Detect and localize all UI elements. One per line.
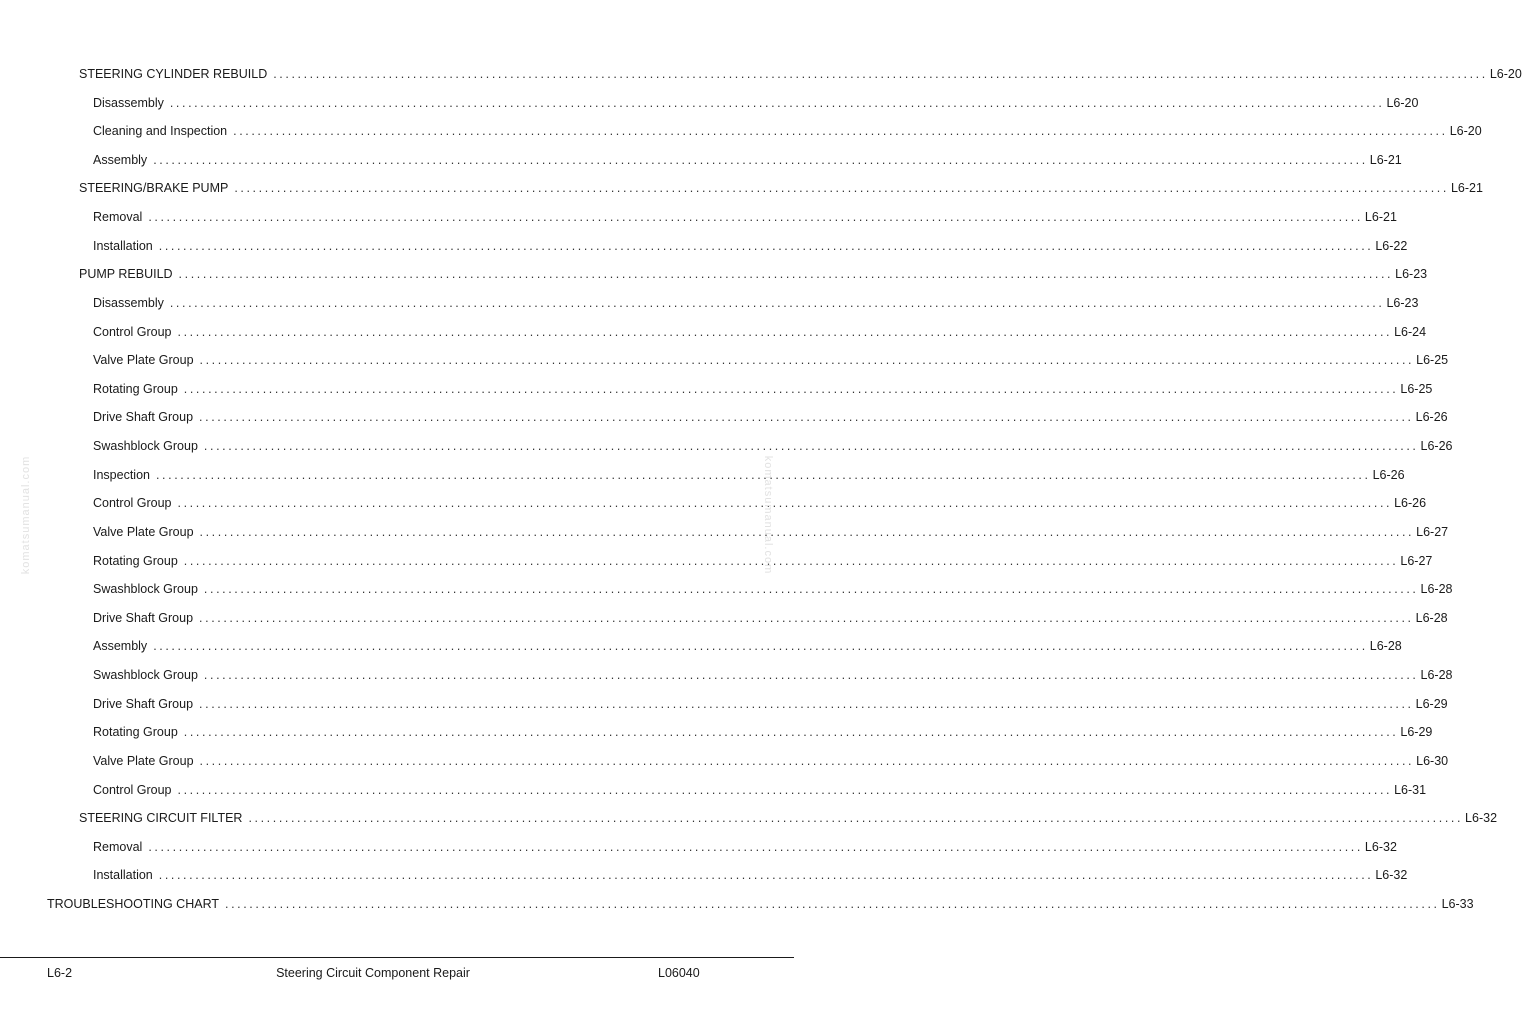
toc-entry-title: Rotating Group bbox=[93, 381, 178, 396]
toc-dot-leader: ........................................................................................................................................................................................................ bbox=[177, 324, 1393, 339]
toc-entry-title: Disassembly bbox=[93, 95, 164, 110]
toc-entry-page: L6-28 bbox=[1369, 639, 1402, 654]
toc-dot-leader: ........................................................................................................................................................................................................ bbox=[169, 95, 1385, 110]
toc-dot-leader: ........................................................................................................................................................................................................ bbox=[225, 896, 1440, 911]
toc-dot-leader: ........................................................................................................................................................................................................ bbox=[183, 725, 1399, 740]
toc-entry-title: Swashblock Group bbox=[93, 439, 198, 454]
toc-dot-leader: ........................................................................................................................................................................................................ bbox=[148, 839, 1363, 854]
toc-entry-page: L6-32 bbox=[1375, 868, 1408, 883]
toc-entry-page: L6-31 bbox=[1394, 782, 1427, 797]
toc-entry-title: Removal bbox=[93, 210, 143, 225]
toc-entry bbox=[93, 350, 1449, 370]
toc-entry-page: L6-25 bbox=[1416, 353, 1449, 368]
toc-entry bbox=[93, 121, 1482, 141]
toc-entry-title: Valve Plate Group bbox=[93, 524, 194, 539]
toc-entry-title: Drive Shaft Group bbox=[93, 610, 194, 625]
toc-entry bbox=[93, 551, 1433, 571]
toc-entry-title: Assembly bbox=[93, 152, 148, 167]
toc-dot-leader: ........................................................................................................................................................................................................ bbox=[234, 181, 1449, 196]
toc-entry bbox=[93, 465, 1405, 485]
toc-dot-leader: ........................................................................................................................................................................................................ bbox=[199, 353, 1415, 368]
toc-entry-page: L6-21 bbox=[1364, 210, 1397, 225]
toc-dot-leader: ........................................................................................................................................................................................................ bbox=[203, 439, 1419, 454]
toc-entry-title: TROUBLESHOOTING CHART bbox=[47, 896, 220, 911]
toc-entry bbox=[93, 322, 1427, 342]
toc-entry-page: L6-28 bbox=[1415, 610, 1448, 625]
toc-entry-title: Control Group bbox=[93, 782, 172, 797]
toc-entry-title: STEERING/BRAKE PUMP bbox=[79, 181, 229, 196]
toc-entry-page: L6-27 bbox=[1416, 524, 1449, 539]
toc-entry-title: Drive Shaft Group bbox=[93, 410, 194, 425]
watermark-left: komatsumanual.com bbox=[20, 455, 32, 575]
toc-entry-title: Disassembly bbox=[93, 295, 164, 310]
toc-entry bbox=[93, 93, 1419, 113]
toc-entry bbox=[93, 665, 1453, 685]
toc-entry-page: L6-20 bbox=[1449, 124, 1482, 139]
toc-dot-leader: ........................................................................................................................................................................................................ bbox=[248, 811, 1464, 826]
toc-entry-title: Swashblock Group bbox=[93, 668, 198, 683]
toc-entry bbox=[93, 236, 1408, 256]
toc-entry bbox=[93, 837, 1397, 857]
footer-page-number: L6-2 bbox=[47, 966, 73, 980]
toc-entry-page: L6-27 bbox=[1400, 553, 1433, 568]
toc-entry-page: L6-33 bbox=[1441, 896, 1474, 911]
toc-entry bbox=[93, 407, 1448, 427]
toc-entry bbox=[93, 636, 1402, 656]
toc-entry-page: L6-25 bbox=[1400, 381, 1433, 396]
toc-dot-leader: ........................................................................................................................................................................................................ bbox=[153, 639, 1368, 654]
toc-entry-page: L6-32 bbox=[1465, 811, 1498, 826]
toc-entry bbox=[93, 608, 1448, 628]
toc-entry-title: Assembly bbox=[93, 639, 148, 654]
toc-dot-leader: ........................................................................................................................................................................................................ bbox=[203, 582, 1419, 597]
toc-dot-leader: ........................................................................................................................................................................................................ bbox=[199, 610, 1414, 625]
toc-entry-page: L6-26 bbox=[1415, 410, 1448, 425]
toc-entry-page: L6-21 bbox=[1450, 181, 1483, 196]
toc-entry-title: STEERING CIRCUIT FILTER bbox=[79, 811, 243, 826]
toc-dot-leader: ........................................................................................................................................................................................................ bbox=[177, 782, 1393, 797]
toc-entry-page: L6-29 bbox=[1415, 696, 1448, 711]
toc-dot-leader: ........................................................................................................................................................................................................ bbox=[153, 152, 1368, 167]
toc-entry bbox=[79, 64, 1522, 84]
toc-dot-leader: ........................................................................................................................................................................................................ bbox=[233, 124, 1448, 139]
toc-entry-title: Installation bbox=[93, 868, 153, 883]
toc-entry-title: Removal bbox=[93, 839, 143, 854]
toc-entry-page: L6-20 bbox=[1386, 95, 1419, 110]
toc-dot-leader: ........................................................................................................................................................................................................ bbox=[177, 496, 1393, 511]
toc-entry-title: Valve Plate Group bbox=[93, 753, 194, 768]
toc-entry bbox=[93, 780, 1427, 800]
toc-entry-title: PUMP REBUILD bbox=[79, 267, 173, 282]
toc-entry bbox=[79, 264, 1428, 284]
toc-dot-leader: ........................................................................................................................................................................................................ bbox=[155, 467, 1371, 482]
toc-dot-leader: ........................................................................................................................................................................................................ bbox=[203, 668, 1419, 683]
toc-entry-title: Control Group bbox=[93, 324, 172, 339]
toc-dot-leader: ........................................................................................................................................................................................................ bbox=[158, 868, 1374, 883]
toc-entry-page: L6-29 bbox=[1400, 725, 1433, 740]
toc-entry bbox=[79, 178, 1483, 198]
toc-dot-leader: ........................................................................................................................................................................................................ bbox=[183, 381, 1399, 396]
toc-entry bbox=[93, 436, 1453, 456]
toc-dot-leader: ........................................................................................................................................................................................................ bbox=[158, 238, 1374, 253]
toc-entry bbox=[93, 493, 1427, 513]
footer-doc-code: L06040 bbox=[658, 966, 700, 980]
toc-entry-page: L6-20 bbox=[1489, 67, 1522, 81]
toc-entry-title: Rotating Group bbox=[93, 553, 178, 568]
toc-entry-title: Cleaning and Inspection bbox=[93, 124, 228, 139]
toc-entry bbox=[47, 894, 1474, 914]
toc-entry-page: L6-26 bbox=[1394, 496, 1427, 511]
toc-entry-page: L6-24 bbox=[1394, 324, 1427, 339]
toc-entry-title: Installation bbox=[93, 238, 153, 253]
toc-dot-leader: ........................................................................................................................................................................................................ bbox=[183, 553, 1399, 568]
footer-section-title: Steering Circuit Component Repair bbox=[276, 966, 470, 980]
toc-entry bbox=[93, 579, 1453, 599]
toc-entry-page: L6-28 bbox=[1420, 668, 1453, 683]
toc-entry bbox=[93, 150, 1402, 170]
toc-entry-title: Swashblock Group bbox=[93, 582, 198, 597]
toc-entry-title: Inspection bbox=[93, 467, 150, 482]
toc-dot-leader: ........................................................................................................................................................................................................ bbox=[169, 295, 1385, 310]
toc-dot-leader: ........................................................................................................................................................................................................ bbox=[178, 267, 1394, 282]
toc-entry bbox=[93, 722, 1433, 742]
toc-entry-page: L6-30 bbox=[1416, 753, 1449, 768]
toc-entry-title: STEERING CYLINDER REBUILD bbox=[79, 67, 268, 81]
toc-entry-page: L6-21 bbox=[1369, 152, 1402, 167]
toc-entry-page: L6-26 bbox=[1372, 467, 1405, 482]
watermark-right: komatsumanual.com bbox=[762, 455, 774, 575]
toc-entry-title: Control Group bbox=[93, 496, 172, 511]
toc-entry bbox=[93, 293, 1419, 313]
footer-divider bbox=[0, 957, 794, 958]
toc-entry bbox=[93, 522, 1449, 542]
toc-dot-leader: ........................................................................................................................................................................................................ bbox=[199, 524, 1415, 539]
toc-entry-page: L6-26 bbox=[1420, 439, 1453, 454]
toc-entry bbox=[93, 751, 1449, 771]
toc-dot-leader: ........................................................................................................................................................................................................ bbox=[199, 410, 1414, 425]
toc-entry-page: L6-23 bbox=[1386, 295, 1419, 310]
toc-entry-page: L6-23 bbox=[1395, 267, 1428, 282]
toc-dot-leader: ........................................................................................................................................................................................................ bbox=[199, 753, 1415, 768]
toc-entry-page: L6-32 bbox=[1364, 839, 1397, 854]
toc-entry-page: L6-28 bbox=[1420, 582, 1453, 597]
toc-entry-page: L6-22 bbox=[1375, 238, 1408, 253]
toc-entry bbox=[79, 808, 1498, 828]
toc-entry bbox=[93, 865, 1408, 885]
toc-entry bbox=[93, 694, 1448, 714]
toc-entry-title: Valve Plate Group bbox=[93, 353, 194, 368]
toc-dot-leader: ........................................................................................................................................................................................................ bbox=[273, 67, 1488, 81]
toc-entry-title: Drive Shaft Group bbox=[93, 696, 194, 711]
toc-dot-leader: ........................................................................................................................................................................................................ bbox=[199, 696, 1414, 711]
toc-entry bbox=[93, 207, 1397, 227]
toc-dot-leader: ........................................................................................................................................................................................................ bbox=[148, 210, 1363, 225]
toc-entry-title: Rotating Group bbox=[93, 725, 178, 740]
toc-entry bbox=[93, 379, 1433, 399]
